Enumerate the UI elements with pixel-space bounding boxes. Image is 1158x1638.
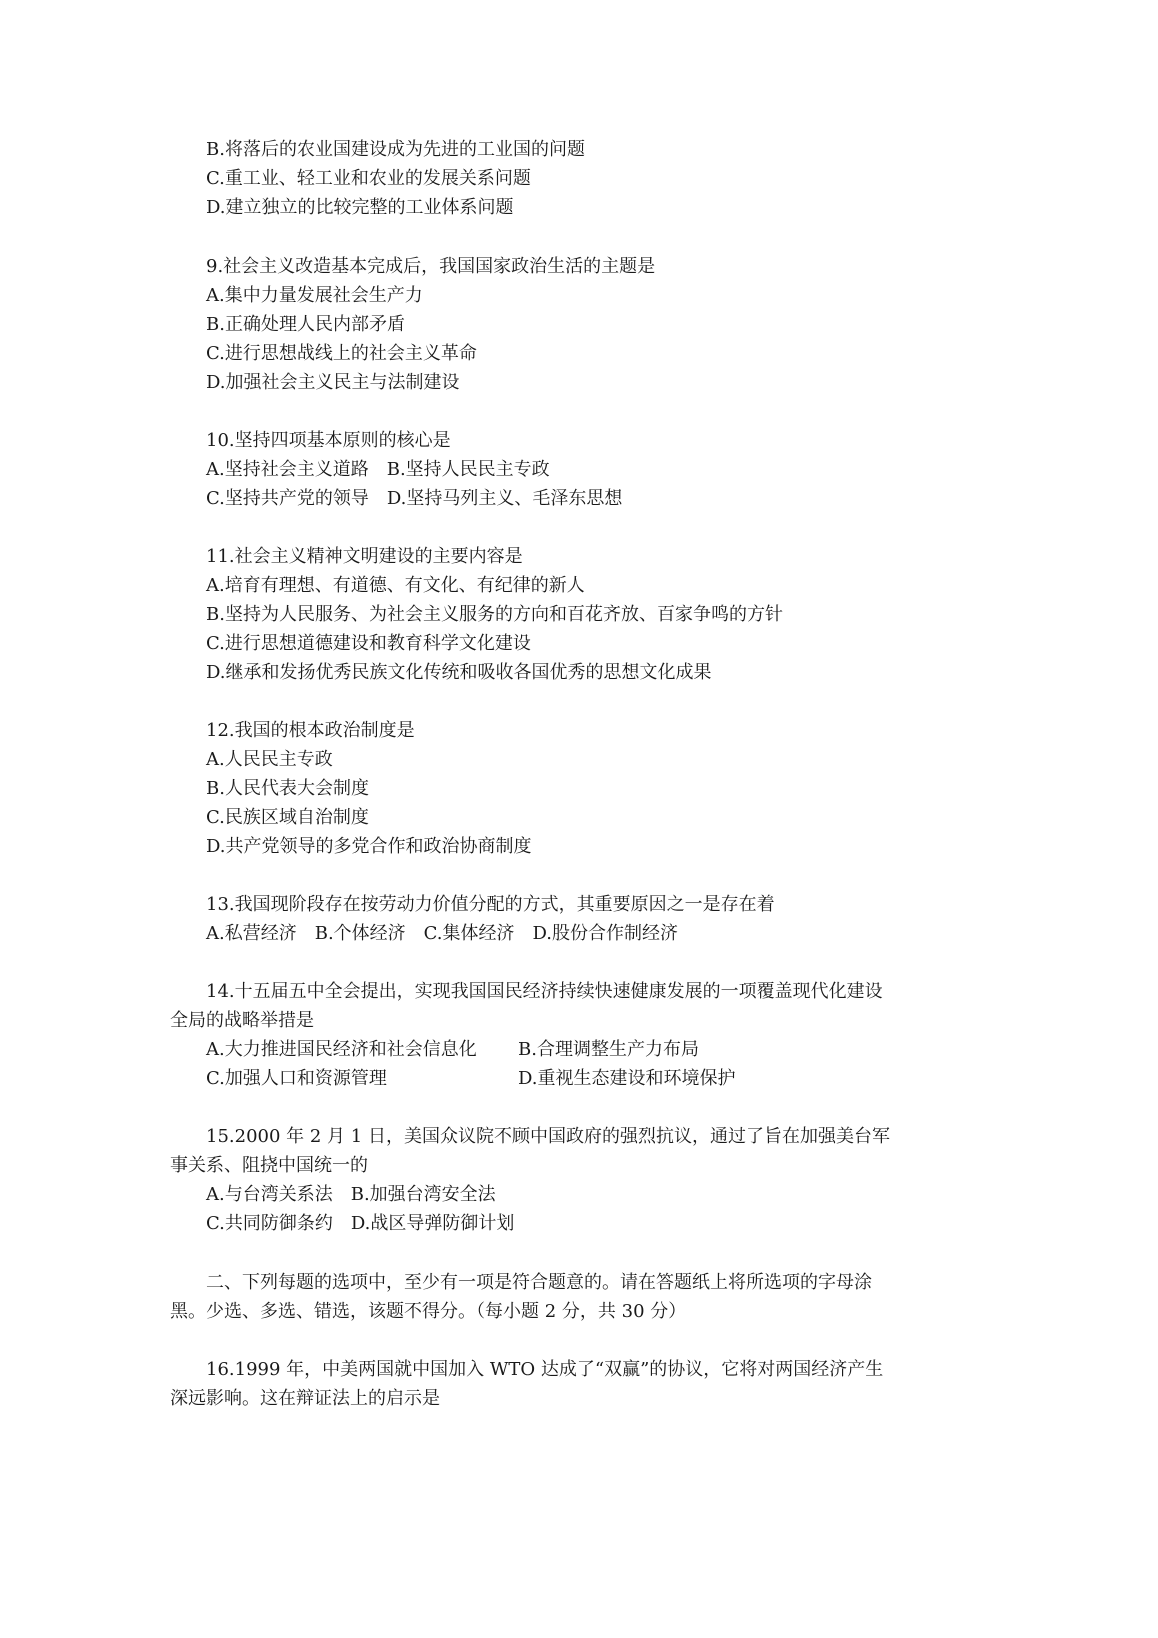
q9-option-d: D.加强社会主义民主与法制建设 <box>206 372 460 393</box>
q10-options-row2: C.坚持共产党的领导 D.坚持马列主义、毛泽东思想 <box>206 488 623 509</box>
q8-option-b: B.将落后的农业国建设成为先进的工业国的问题 <box>206 139 585 160</box>
q15-stem-line1: 15.2000 年 2 月 1 日，美国众议院不顾中国政府的强烈抗议，通过了旨在加强美台军 <box>206 1126 890 1147</box>
q15-options-row1: A.与台湾关系法 B.加强台湾安全法 <box>206 1184 496 1205</box>
q16-stem-line2: 深远影响。这在辩证法上的启示是 <box>170 1388 440 1409</box>
q14-option-c: C.加强人口和资源管理 <box>206 1068 387 1089</box>
q14-stem-line2: 全局的战略举措是 <box>170 1010 314 1031</box>
q11-option-c: C.进行思想道德建设和教育科学文化建设 <box>206 633 531 654</box>
q12-option-b: B.人民代表大会制度 <box>206 778 369 799</box>
q16-stem-line1: 16.1999 年，中美两国就中国加入 WTO 达成了“双赢”的协议，它将对两国经济产生 <box>206 1359 884 1380</box>
q9-option-c: C.进行思想战线上的社会主义革命 <box>206 343 477 364</box>
q12-option-c: C.民族区域自治制度 <box>206 807 369 828</box>
q14-option-a: A.大力推进国民经济和社会信息化 <box>206 1039 477 1060</box>
q12-stem: 12.我国的根本政治制度是 <box>206 720 415 741</box>
q14-stem-line1: 14.十五届五中全会提出，实现我国国民经济持续快速健康发展的一项覆盖现代化建设 <box>206 981 883 1002</box>
q13-options-row1: A.私营经济 B.个体经济 C.集体经济 D.股份合作制经济 <box>206 923 679 944</box>
section2-instructions-line1: 二、下列每题的选项中，至少有一项是符合题意的。请在答题纸上将所选项的字母涂 <box>206 1272 872 1293</box>
q12-option-a: A.人民民主专政 <box>206 749 333 770</box>
q11-option-b: B.坚持为人民服务、为社会主义服务的方向和百花齐放、百家争鸣的方针 <box>206 604 783 625</box>
q14-option-b: B.合理调整生产力布局 <box>518 1039 699 1060</box>
section2-instructions-line2: 黑。少选、多选、错选，该题不得分。（每小题 2 分，共 30 分） <box>170 1301 687 1322</box>
q15-stem-line2: 事关系、阻挠中国统一的 <box>170 1155 368 1176</box>
q9-option-a: A.集中力量发展社会生产力 <box>206 285 423 306</box>
q9-stem: 9.社会主义改造基本完成后，我国国家政治生活的主题是 <box>206 256 656 277</box>
q8-option-d: D.建立独立的比较完整的工业体系问题 <box>206 197 514 218</box>
q12-option-d: D.共产党领导的多党合作和政治协商制度 <box>206 836 532 857</box>
q9-option-b: B.正确处理人民内部矛盾 <box>206 314 405 335</box>
q13-stem: 13.我国现阶段存在按劳动力价值分配的方式，其重要原因之一是存在着 <box>206 894 775 915</box>
q11-option-a: A.培育有理想、有道德、有文化、有纪律的新人 <box>206 575 585 596</box>
q11-option-d: D.继承和发扬优秀民族文化传统和吸收各国优秀的思想文化成果 <box>206 662 712 683</box>
q11-stem: 11.社会主义精神文明建设的主要内容是 <box>206 546 523 567</box>
q10-options-row1: A.坚持社会主义道路 B.坚持人民民主专政 <box>206 459 550 480</box>
q10-stem: 10.坚持四项基本原则的核心是 <box>206 430 451 451</box>
q15-options-row2: C.共同防御条约 D.战区导弹防御计划 <box>206 1213 515 1234</box>
q14-option-d: D.重视生态建设和环境保护 <box>518 1068 736 1089</box>
q8-option-c: C.重工业、轻工业和农业的发展关系问题 <box>206 168 531 189</box>
